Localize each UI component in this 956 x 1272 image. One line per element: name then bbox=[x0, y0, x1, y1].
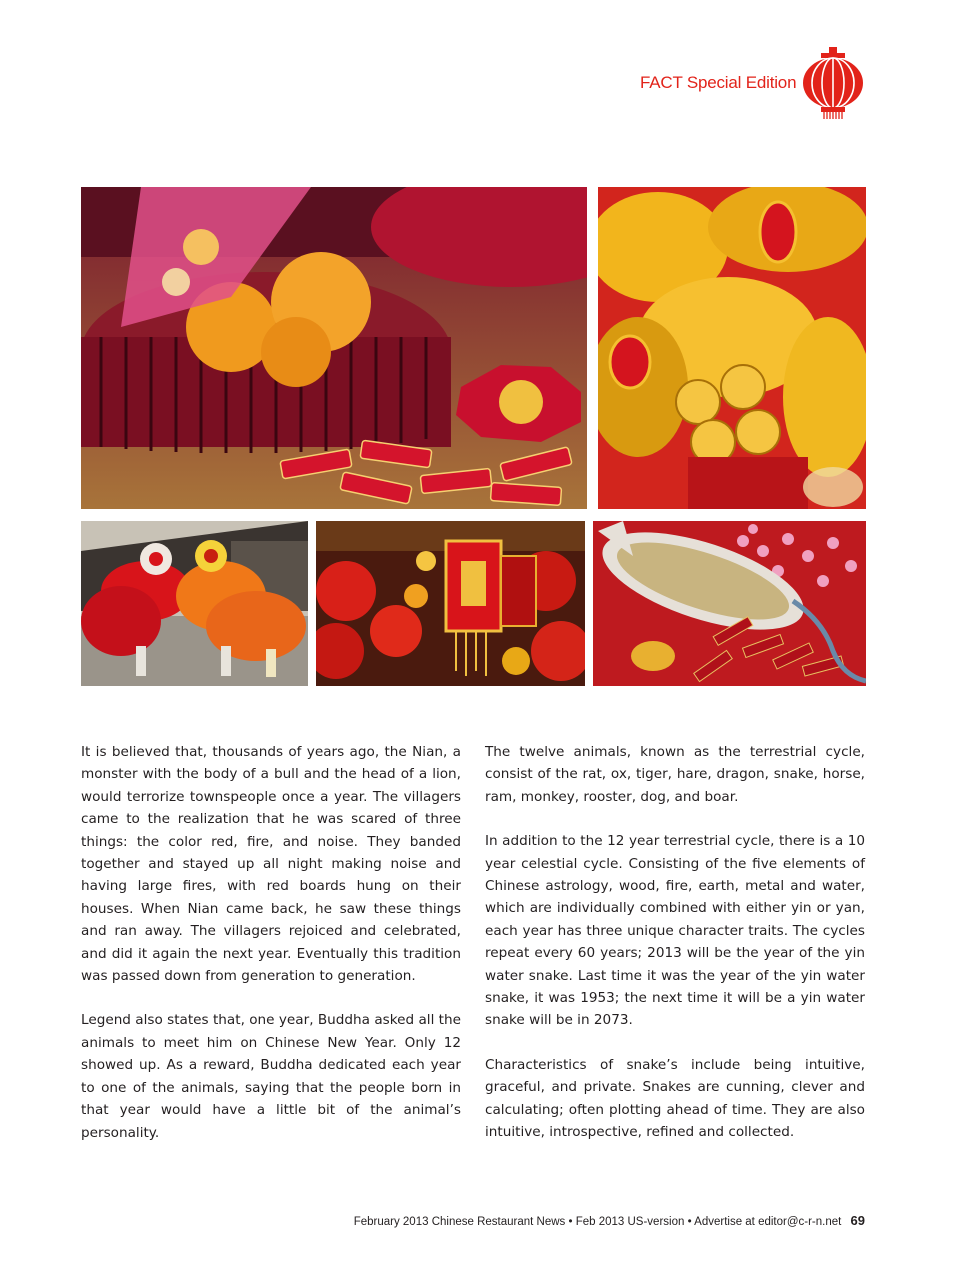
section-title: FACT Special Edition bbox=[640, 73, 797, 92]
article-paragraph: It is believed that, thousands of years ago, the Nian, a monster with the body of a bull and the head of a lion, would terrorize townspeople once a year. The villagers came to the realization that he was scared of three things: the color red, fire, and noise. They banded together and stayed up all night making noise and having large fires, with red boards hung on their houses. When Nian came back, he saw these things and ran away. The villagers rejoiced and celebrated, and did it again the next year. Eventually this tradition was passed down from generation to generation. bbox=[81, 744, 461, 985]
article-paragraph: The twelve animals, known as the terrestrial cycle, consist of the rat, ox, tiger, hare, dragon, snake, horse, ram, monkey, rooster, dog, and boar. bbox=[485, 744, 865, 805]
photo-lion-dance bbox=[81, 521, 308, 686]
article-paragraph: In addition to the 12 year terrestrial cycle, there is a 10 year celestial cycle. Consisting of the five elements of Chinese astrology, wood, fire, earth, metal and water, which are individually combined with either yin or yan, each year has three unique character traits. The cycles repeat every 60 years; 2013 will be the year of the yin water snake. Last time it was the year of the yin water snake, it was 1953; the next time it will be a yin water snake will be in 2073. bbox=[485, 833, 865, 1029]
article-column-right bbox=[485, 741, 865, 1166]
article-column-left bbox=[81, 741, 461, 1166]
page-footer bbox=[354, 1213, 865, 1228]
article-paragraph: Characteristics of snake’s include being intuitive, graceful, and private. Snakes are cunning, clever and calculating; often plotting ahead of time. They are also intuitive, introspective, refined and collected. bbox=[485, 1056, 865, 1141]
photo-market-decorations bbox=[316, 521, 585, 686]
photo-fruit-basket-firecrackers bbox=[81, 187, 587, 509]
red-lantern-icon bbox=[802, 47, 864, 119]
page-number: 69 bbox=[850, 1213, 865, 1228]
photo-golden-ornaments bbox=[598, 187, 866, 509]
footer-text: February 2013 Chinese Restaurant News • Feb 2013 US-version • Advertise at editor@c-r-n.net bbox=[353, 1216, 842, 1228]
photo-golden-fish-blossoms bbox=[593, 521, 866, 686]
article-paragraph: Legend also states that, one year, Buddha asked all the animals to meet him on Chinese New Year. Only 12 showed up. As a reward, Buddha dedicated each year to one of the animals, saying that the people born in that year would have a little bit of the animal’s personality. bbox=[81, 1012, 461, 1141]
